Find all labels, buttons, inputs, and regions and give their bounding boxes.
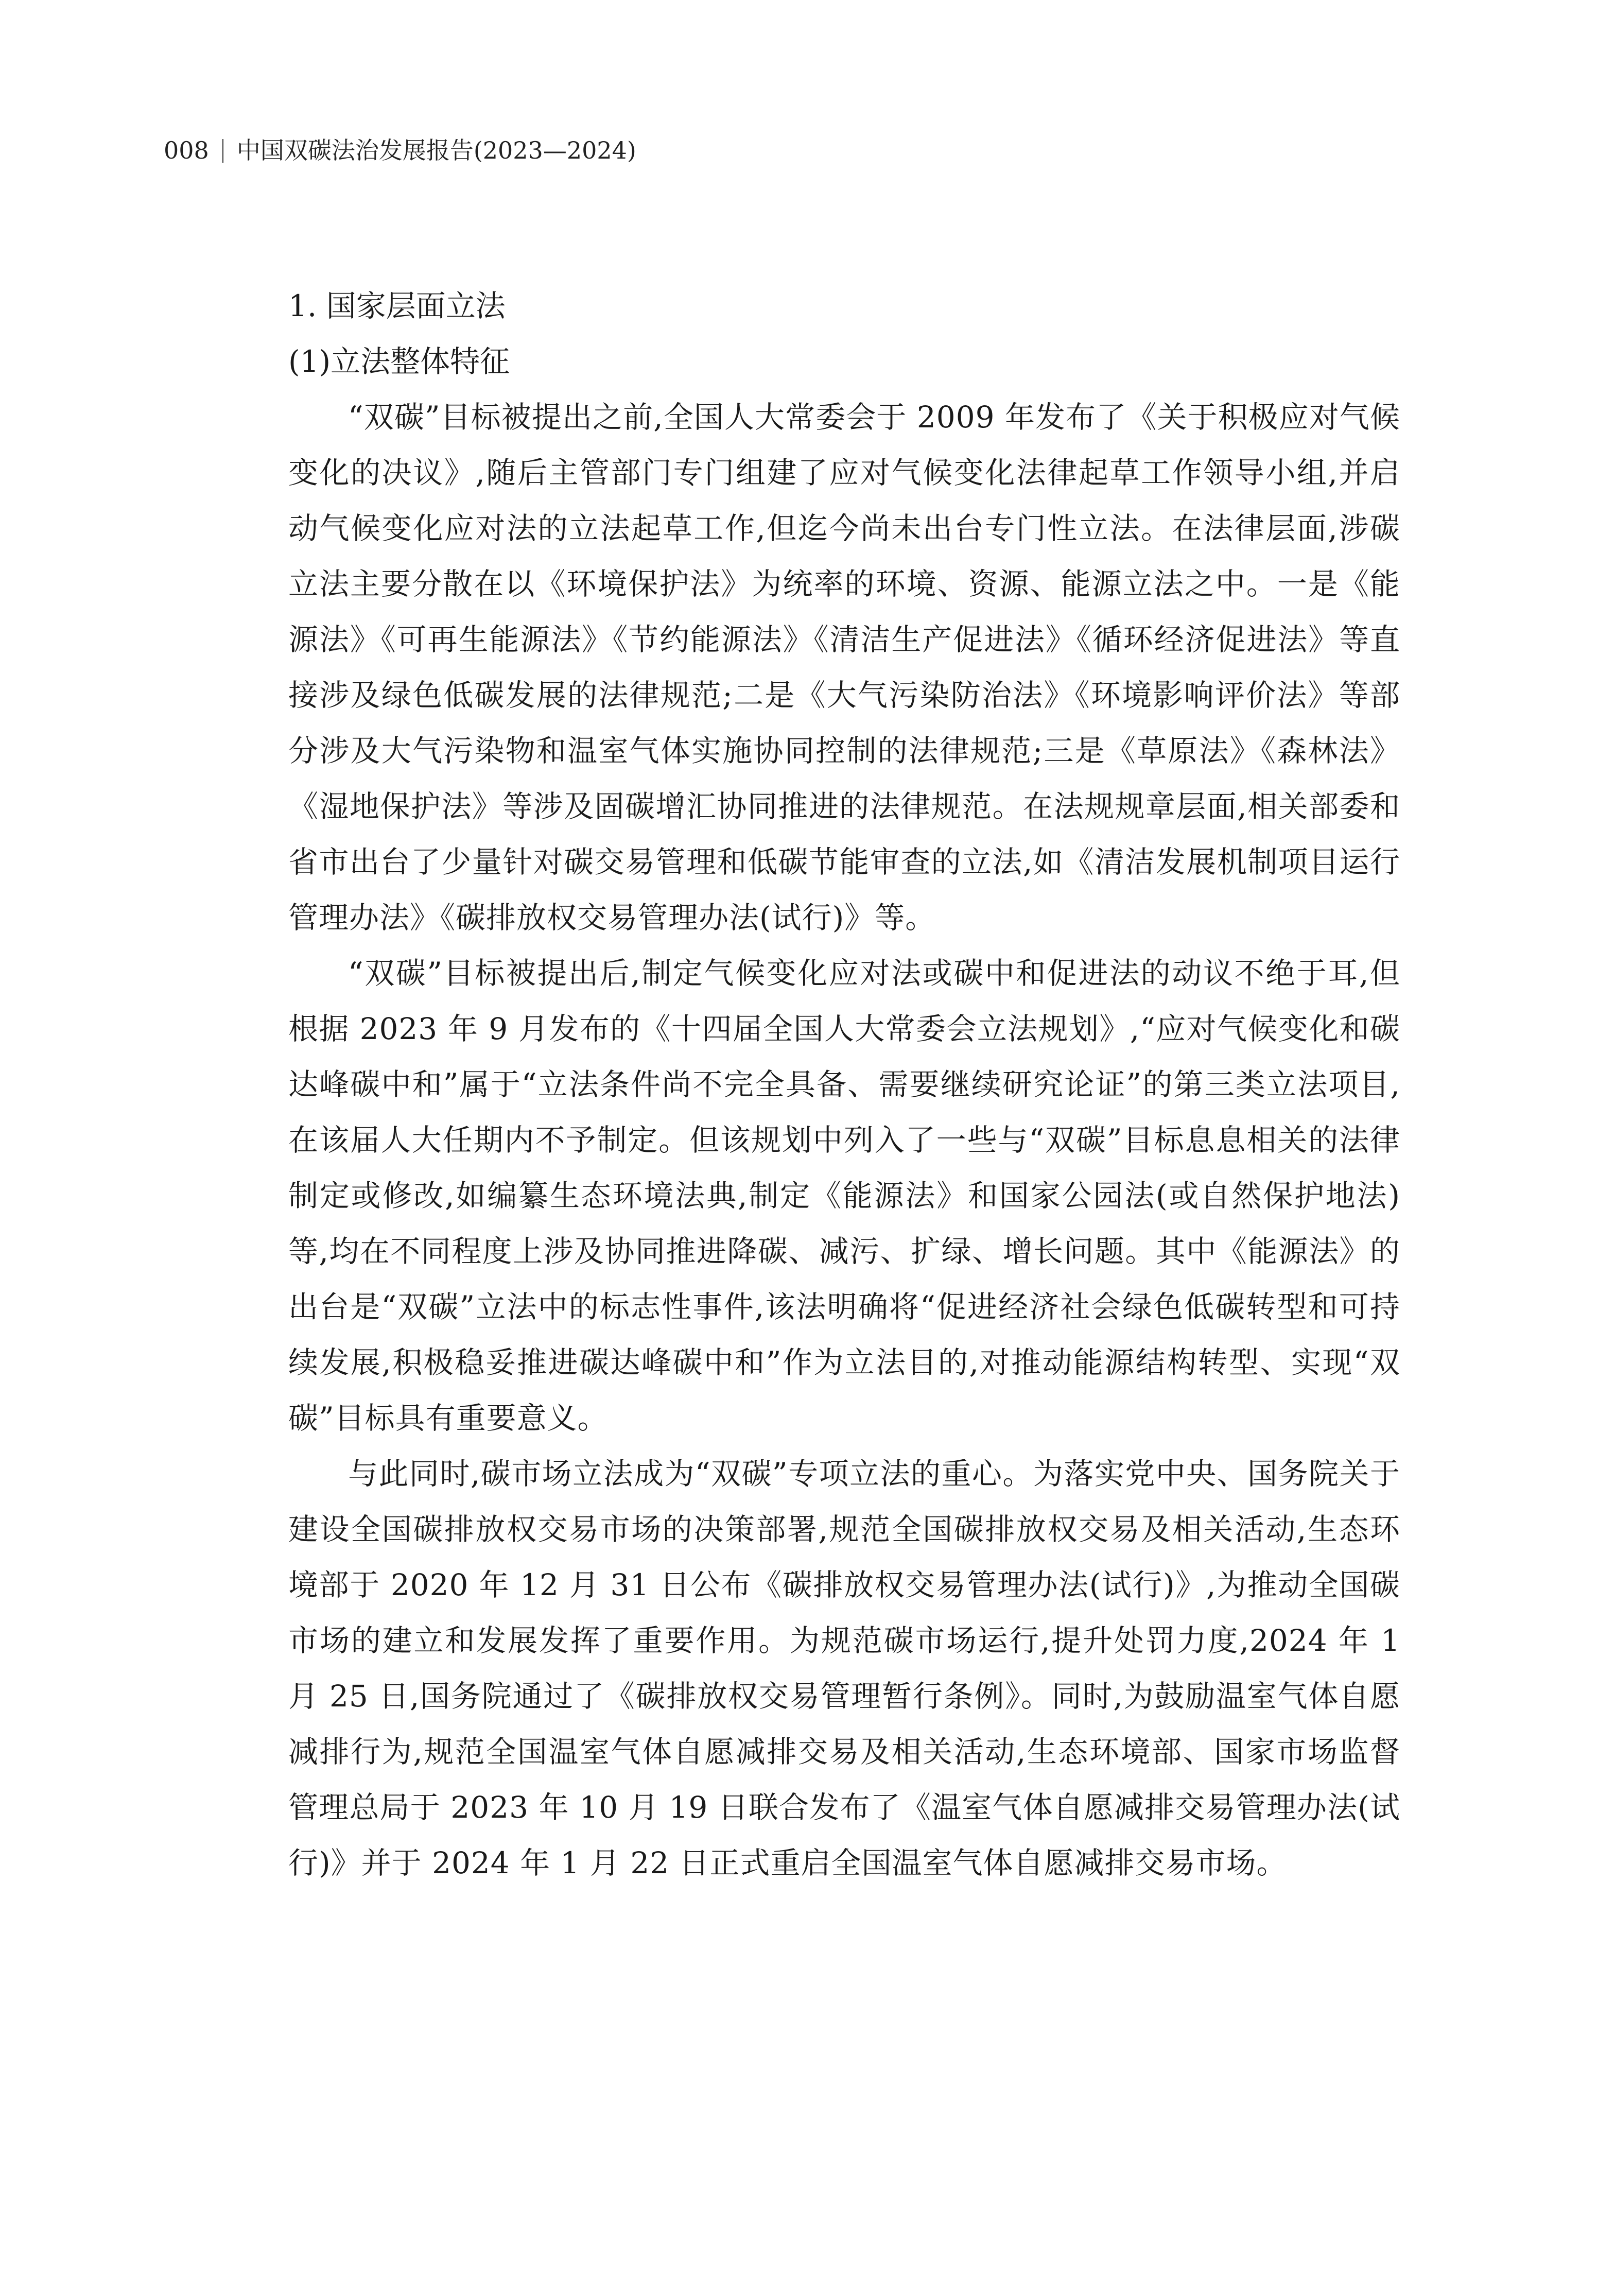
- section-heading: 1. 国家层面立法: [288, 288, 506, 323]
- body-paragraph-1: “双碳”目标被提出之前,全国人大常委会于 2009 年发布了《关于积极应对气候变化的决议》,随后主管部门专门组建了应对气候变化法律起草工作领导小组,并启动气候变化应对法的立法起草工作,但迄今尚未出台专门性立法。在法律层面,涉碳立法主要分散在以《环境保护法》为统率的环境、资源、能源立法之中。一是《能源法》《可再生能源法》《节约能源法》《清洁生产促进法》《循环经济促进法》等直接涉及绿色低碳发展的法律规范;二是《大气污染防治法》《环境影响评价法》等部分涉及大气污染物和温室气体实施协同控制的法律规范;三是《草原法》《森林法》《湿地保护法》等涉及固碳增汇协同推进的法律规范。在法规规章层面,相关部委和省市出台了少量针对碳交易管理和低碳节能审查的立法,如《清洁发展机制项目运行管理办法》《碳排放权交易管理办法(试行)》等。: [288, 400, 1400, 935]
- page-number: 008: [164, 136, 209, 164]
- subsection-heading: (1)立法整体特征: [288, 344, 510, 379]
- body-paragraph-3: 与此同时,碳市场立法成为“双碳”专项立法的重心。为落实党中央、国务院关于建设全国碳排放权交易市场的决策部署,规范全国碳排放权交易及相关活动,生态环境部于 2020 年 12 月 31 日公布《碳排放权交易管理办法(试行)》,为推动全国碳市场的建立和发展发挥了重要作用。为规范碳市场运行,提升处罚力度,2024 年 1 月 25 日,国务院通过了《碳排放权交易管理暂行条例》。同时,为鼓励温室气体自愿减排行为,规范全国温室气体自愿减排交易及相关活动,生态环境部、国家市场监督管理总局于 2023 年 10 月 19 日联合发布了《温室气体自愿减排交易管理办法(试行)》并于 2024 年 1 月 22 日正式重启全国温室气体自愿减排交易市场。: [288, 1456, 1400, 1880]
- page-body: [288, 278, 1400, 1891]
- header-separator: [222, 139, 223, 163]
- running-header: [164, 135, 636, 166]
- book-title: 中国双碳法治发展报告(2023—2024): [236, 136, 636, 164]
- body-paragraph-2: “双碳”目标被提出后,制定气候变化应对法或碳中和促进法的动议不绝于耳,但根据 2023 年 9 月发布的《十四届全国人大常委会立法规划》,“应对气候变化和碳达峰碳中和”属于“立法条件尚不完全具备、需要继续研究论证”的第三类立法项目,在该届人大任期内不予制定。但该规划中列入了一些与“双碳”目标息息相关的法律制定或修改,如编纂生态环境法典,制定《能源法》和国家公园法(或自然保护地法)等,均在不同程度上涉及协同推进降碳、减污、扩绿、增长问题。其中《能源法》的出台是“双碳”立法中的标志性事件,该法明确将“促进经济社会绿色低碳转型和可持续发展,积极稳妥推进碳达峰碳中和”作为立法目的,对推动能源结构转型、实现“双碳”目标具有重要意义。: [288, 956, 1400, 1436]
